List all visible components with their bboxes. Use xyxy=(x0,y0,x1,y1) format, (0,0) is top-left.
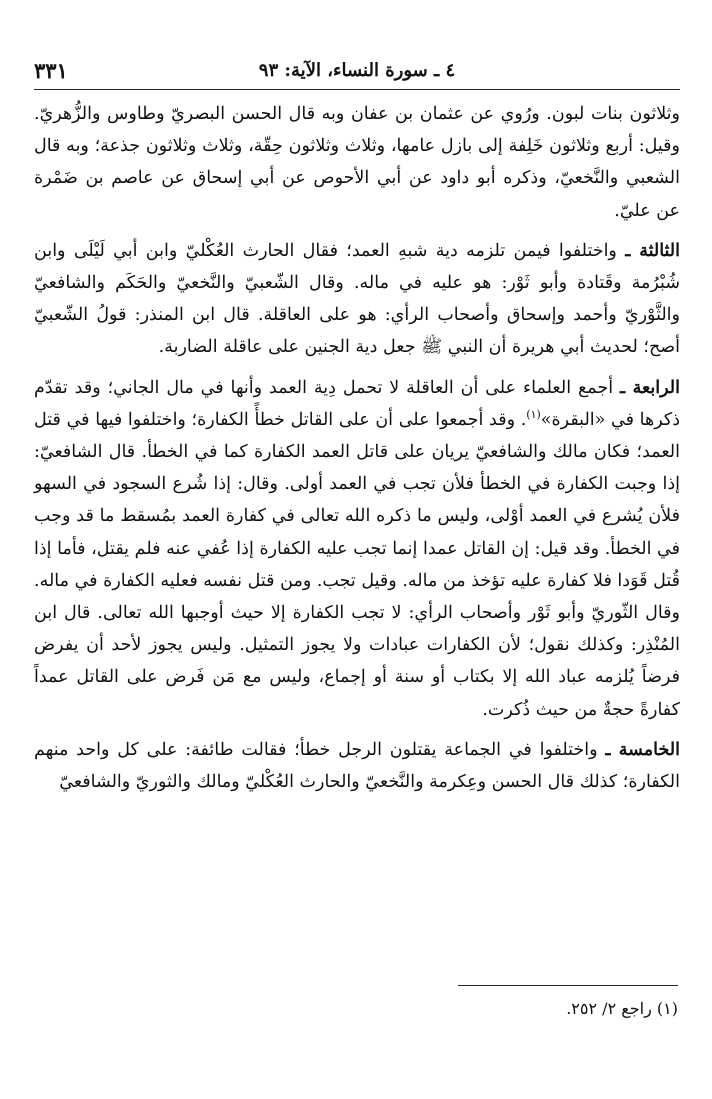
section-keyword: الرابعة ـ xyxy=(620,377,680,398)
page-body xyxy=(34,98,680,798)
page-number: ٣٣١ xyxy=(34,58,68,83)
paragraph-text: وثلاثون بنات لبون. ورُوي عن عثمان بن عفان وبه قال الحسن البصريّ وطاوس والزُّهريّ. وقيل: أربع وثلاثون خَلِفة إلى بازل عامها، وثلاث وثلاثون حِقّة، وثلاث وثلاثون جذعة؛ وبه قال الشعبي والنَّخعيّ، وذكره أبو داود عن أبي الأحوص عن أبي إسحاق عن عاصم بن ضَمْرة عن عليّ. xyxy=(34,104,680,221)
section-fourth xyxy=(34,372,680,726)
paragraph-text: واختلفوا فيمن تلزمه دية شبهِ العمد؛ فقال الحارث العُكْليّ وابن أبي لَيْلَى وابن شُبْرُمة وقَتادة وأبو ثَوْر: هو عليه في ماله. وقال الشّعبيّ والنَّخعيّ والحَكَم والشافعيّ والثَّوْريّ وأحمد وإسحاق وأصحاب الرأي: هو على العاقلة. قال ابن المنذر: قولُ الشّعبيّ أصح؛ لحديث أبي هريرة أن النبي ﷺ جعل دية الجنين على عاقلة الضاربة. xyxy=(34,240,680,358)
paragraph-text: أجمع العلماء على أن العاقلة لا تحمل دِية العمد وأنها في مال الجاني؛ وقد تقدّم ذكرها في «البقرة» xyxy=(34,377,681,430)
section-keyword: الخامسة ـ xyxy=(605,739,680,760)
section-fifth xyxy=(34,734,680,798)
paragraph-text: . وقد أجمعوا على أن على القاتل خطأً الكفارة؛ واختلفوا فيها في قتل العمد؛ فكان مالك والشافعيّ يريان على قاتل العمد الكفارة كما في الخطأ. قال الشافعيّ: إذا وجبت الكفارة في الخطأ فلأن تجب في العمد أولى. وقال: إذا شُرع السجود في السهو فلأن يُشرع في العمد أوْلى، وليس ما ذكره الله تعالى في كفارة العمد بمُسقط ما قد وجب في الخطأ. وقد قيل: إن القاتل عمدا إنما تجب عليه الكفارة إذا عُفي عنه فلم يقتل، فأما إذا قُتل قَوَدا فلا كفارة عليه تؤخذ من ماله. وقيل تجب. ومن قتل نفسه فعليه الكفارة في ماله. وقال الثّوريّ وأبو ثَوْر وأصحاب الرأي: لا تجب الكفارة إلا حيث أوجبها الله تعالى. قال ابن المُنْذِر: وكذلك نقول؛ لأن الكفارات عبادات ولا يجوز التمثيل. وليس يجوز لأحد أن يفرض فرضاً يُلزمه عباد الله إلا بكتاب أو سنة أو إجماع، وليس مع مَن فَرض على القاتل عمداً كفارةً حجةٌ من حيث ذُكرت. xyxy=(34,409,681,720)
section-keyword: الثالثة ـ xyxy=(625,240,681,261)
paragraph-continuation xyxy=(34,98,680,227)
footnote-divider xyxy=(458,985,678,986)
footnote: (١) راجع ٢/ ٢٥٢. xyxy=(566,999,678,1018)
footnote-reference[interactable]: (١) xyxy=(526,408,541,421)
page-header xyxy=(34,56,680,90)
paragraph-text: واختلفوا في الجماعة يقتلون الرجل خطأ؛ فقالت طائفة: على كل واحد منهم الكفارة؛ كذلك قال الحسن وعِكرمة والنَّخعيّ والحارث العُكْليّ ومالك والثوريّ والشافعيّ xyxy=(34,739,680,793)
section-third xyxy=(34,235,680,364)
running-title: ٤ ـ سورة النساء، الآية: ٩٣ xyxy=(258,60,456,81)
